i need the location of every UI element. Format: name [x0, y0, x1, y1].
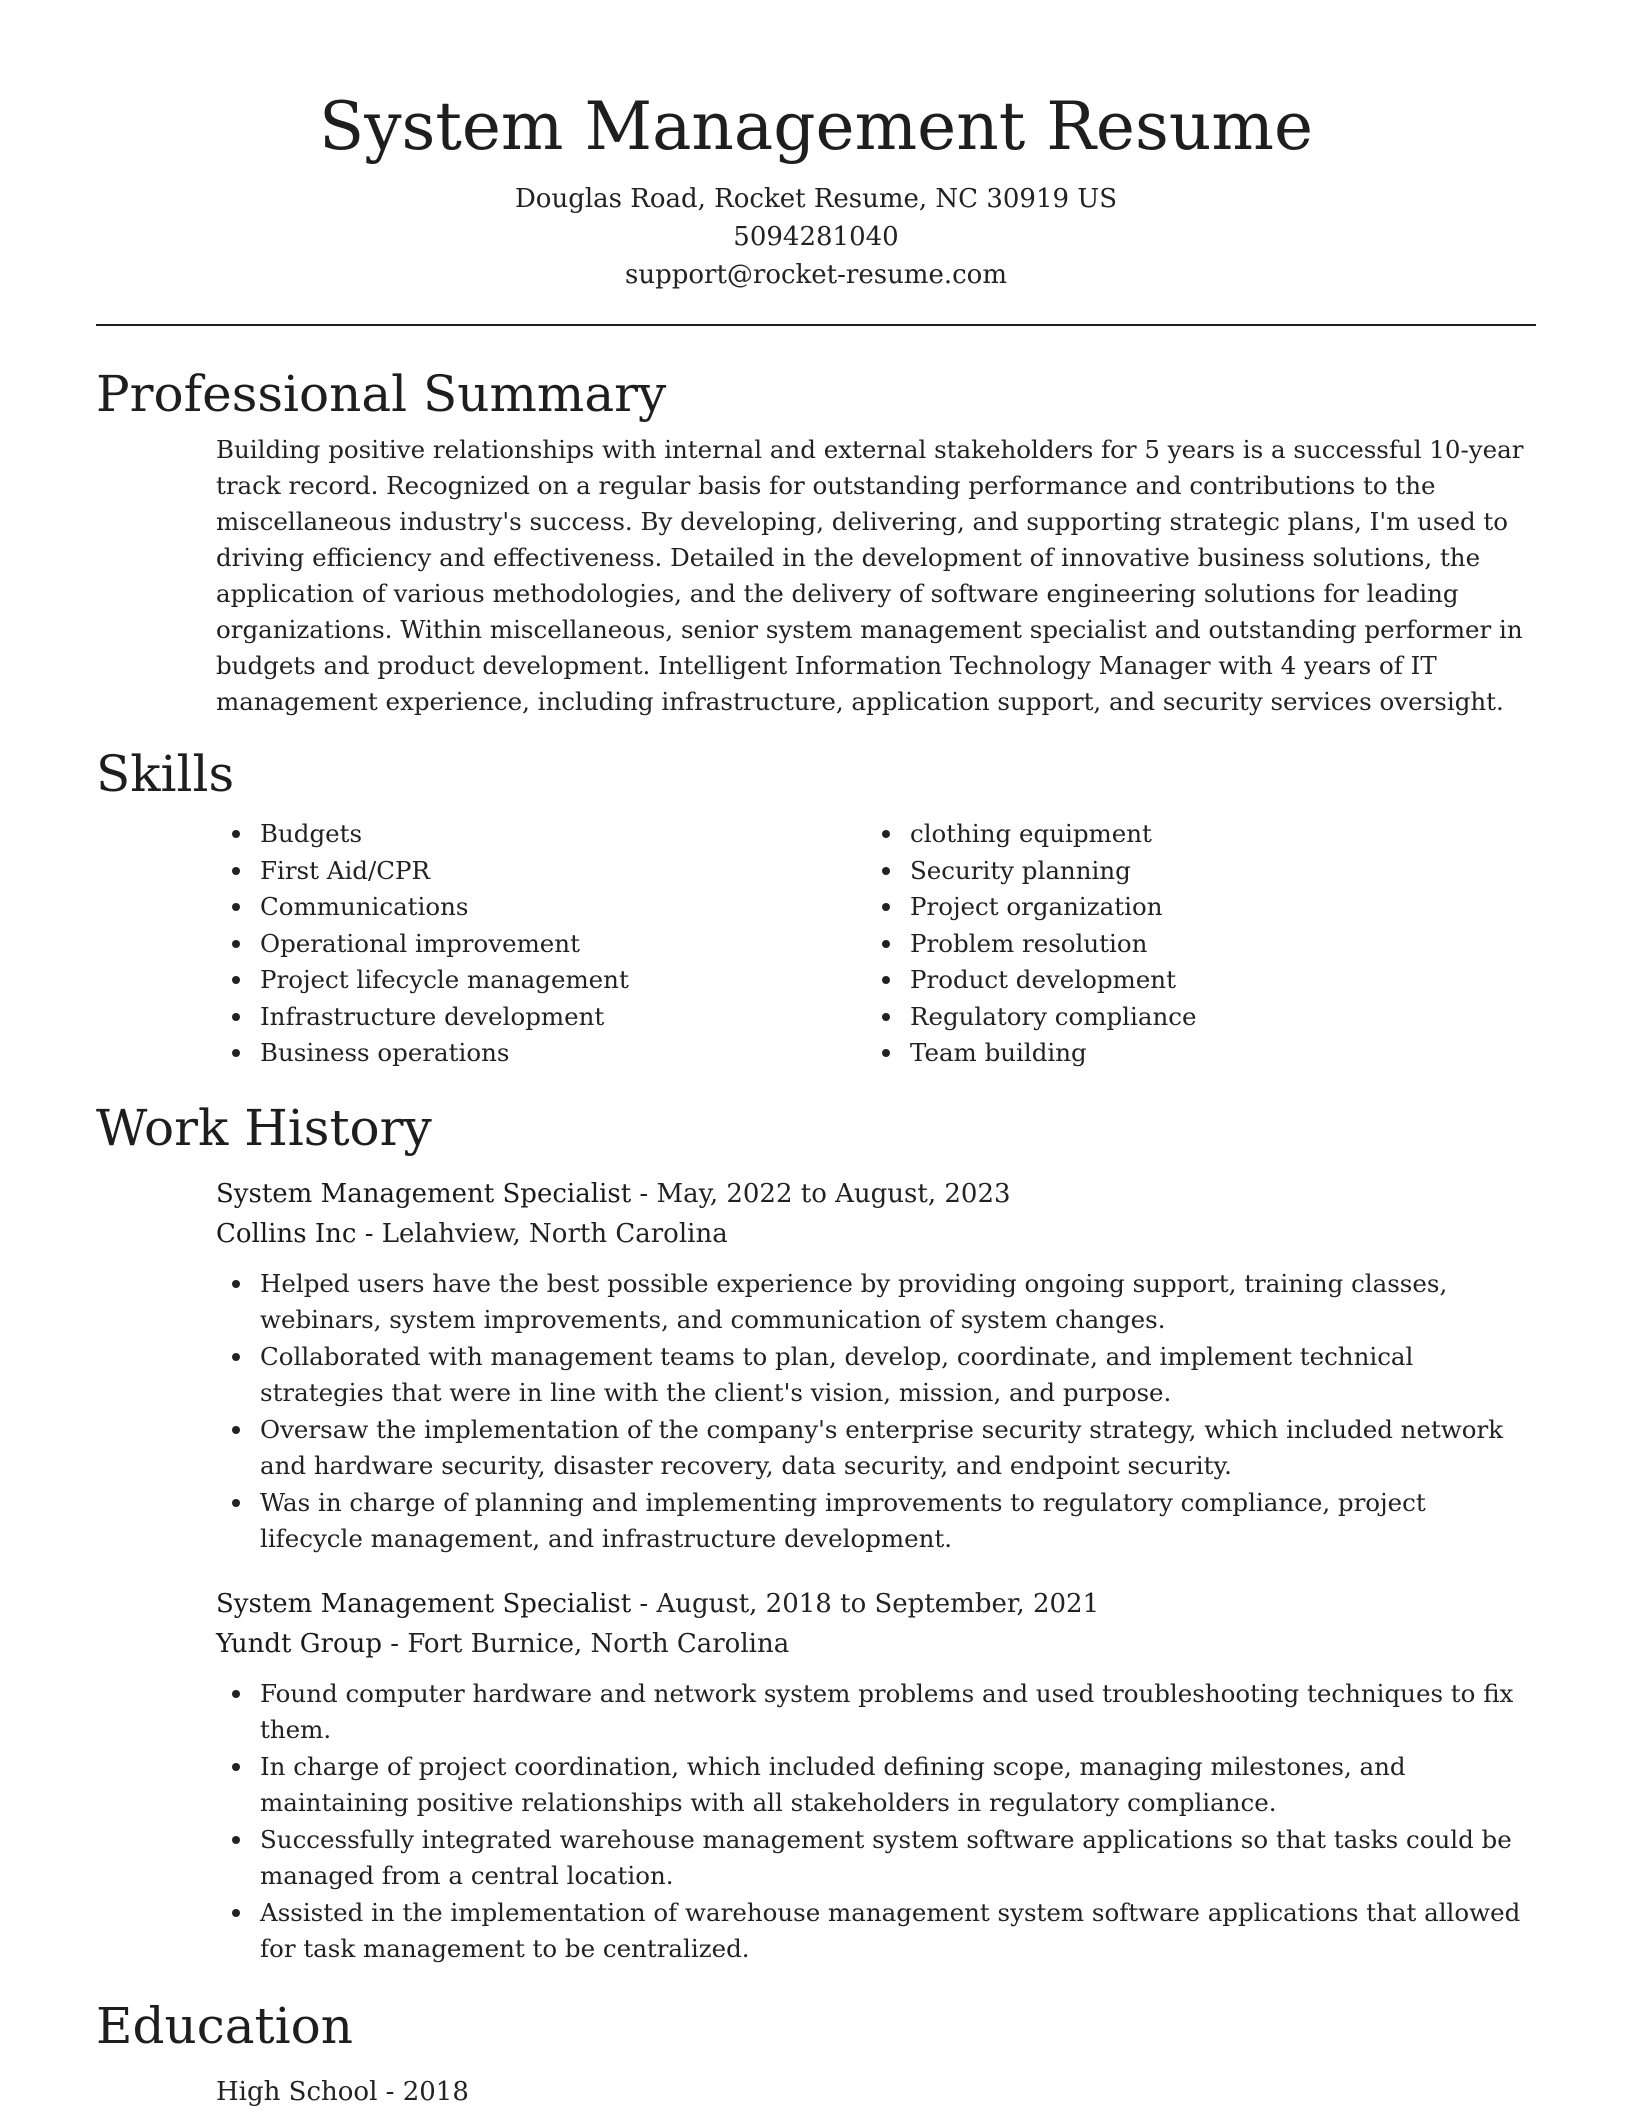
job-position: System Management Specialist [216, 1178, 632, 1209]
job-bullet: Assisted in the implementation of warehouse management system software applications that allowed for task management to be centralized. [216, 1895, 1536, 1968]
contact-block [96, 180, 1536, 294]
job-position: System Management Specialist [216, 1588, 632, 1619]
skills-column-right [866, 816, 1516, 1072]
job-bullet: Collaborated with management teams to plan, develop, coordinate, and implement technical strategies that were in line with the client's vision, mission, and purpose. [216, 1339, 1536, 1412]
job-entry [216, 1174, 1536, 1558]
header-divider [96, 324, 1536, 326]
skill-item: First Aid/CPR [216, 853, 866, 890]
summary-text: Building positive relationships with internal and external stakeholders for 5 years is a successful 10-year track record. Recognized on a regular basis for outstanding performance and contributions to the miscellaneous industry's success. By developing, delivering, and supporting strategic plans, I'm used to driving efficiency and effectiveness. Detailed in the development of innovative business solutions, the application of various methodologies, and the delivery of software engineering solutions for leading organizations. Within miscellaneous, senior system management specialist and outstanding performer in budgets and product development. Intelligent Information Technology Manager with 4 years of IT management experience, including infrastructure, application support, and security services oversight. [216, 435, 1524, 716]
skill-item: Communications [216, 889, 866, 926]
resume-title: System Management Resume [318, 88, 1314, 165]
summary-section [96, 362, 1536, 720]
job-title-line [216, 1174, 1536, 1214]
education-degree: High School [216, 2076, 378, 2107]
job-bullet: Found computer hardware and network system problems and used troubleshooting techniques to fix them. [216, 1676, 1536, 1749]
skill-item: Business operations [216, 1035, 866, 1072]
skill-item: Project organization [866, 889, 1516, 926]
job-location: - Fort Burnice, North Carolina [382, 1628, 790, 1659]
skill-item: Regulatory compliance [866, 999, 1516, 1036]
job-title-line [216, 1584, 1536, 1624]
skill-item: Project lifecycle management [216, 962, 866, 999]
summary-heading: Professional Summary [96, 365, 667, 423]
work-history-heading: Work History [96, 1098, 432, 1157]
skill-item: Team building [866, 1035, 1516, 1072]
job-entry [216, 1584, 1536, 1968]
job-company: Yundt Group [216, 1628, 382, 1659]
skill-item: clothing equipment [866, 816, 1516, 853]
job-dates: - August, 2018 to September, 2021 [631, 1588, 1100, 1619]
education-entry [216, 2072, 1536, 2112]
email: support@rocket-resume.com [624, 260, 1007, 290]
job-bullet: In charge of project coordination, which included defining scope, managing milestones, and maintaining positive relationships with all stakeholders in regulatory compliance. [216, 1749, 1536, 1822]
job-bullet: Helped users have the best possible experience by providing ongoing support, training classes, webinars, system improvements, and communication of system changes. [216, 1266, 1536, 1339]
skill-item: Problem resolution [866, 926, 1516, 963]
job-bullet: Successfully integrated warehouse management system software applications so that tasks could be managed from a central location. [216, 1822, 1536, 1895]
job-location: - Lelahview, North Carolina [356, 1218, 728, 1249]
skill-item: Infrastructure development [216, 999, 866, 1036]
job-bullets [216, 1266, 1536, 1558]
job-company-line [216, 1624, 1536, 1664]
education-section [96, 1994, 1536, 2112]
work-history-section [96, 1096, 1536, 1968]
skills-grid [216, 816, 1536, 1072]
skill-item: Security planning [866, 853, 1516, 890]
education-heading: Education [96, 1996, 353, 2055]
job-company: Collins Inc [216, 1218, 357, 1249]
education-year: - 2018 [377, 2076, 469, 2107]
job-company-line [216, 1214, 1536, 1254]
skill-item: Product development [866, 962, 1516, 999]
job-bullet: Was in charge of planning and implementing improvements to regulatory compliance, project lifecycle management, and infrastructure development. [216, 1485, 1536, 1558]
skills-column-left [216, 816, 866, 1072]
job-bullets [216, 1676, 1536, 1968]
address: Douglas Road, Rocket Resume, NC 30919 US [514, 184, 1118, 214]
resume-page [96, 0, 1536, 2112]
skill-item: Budgets [216, 816, 866, 853]
skills-section [96, 742, 1536, 1072]
skill-item: Operational improvement [216, 926, 866, 963]
job-bullet: Oversaw the implementation of the company's enterprise security strategy, which included network and hardware security, disaster recovery, data security, and endpoint security. [216, 1412, 1536, 1485]
resume-header [96, 0, 1536, 294]
job-dates: - May, 2022 to August, 2023 [631, 1178, 1011, 1209]
skills-heading: Skills [96, 745, 235, 803]
phone: 5094281040 [733, 222, 899, 252]
